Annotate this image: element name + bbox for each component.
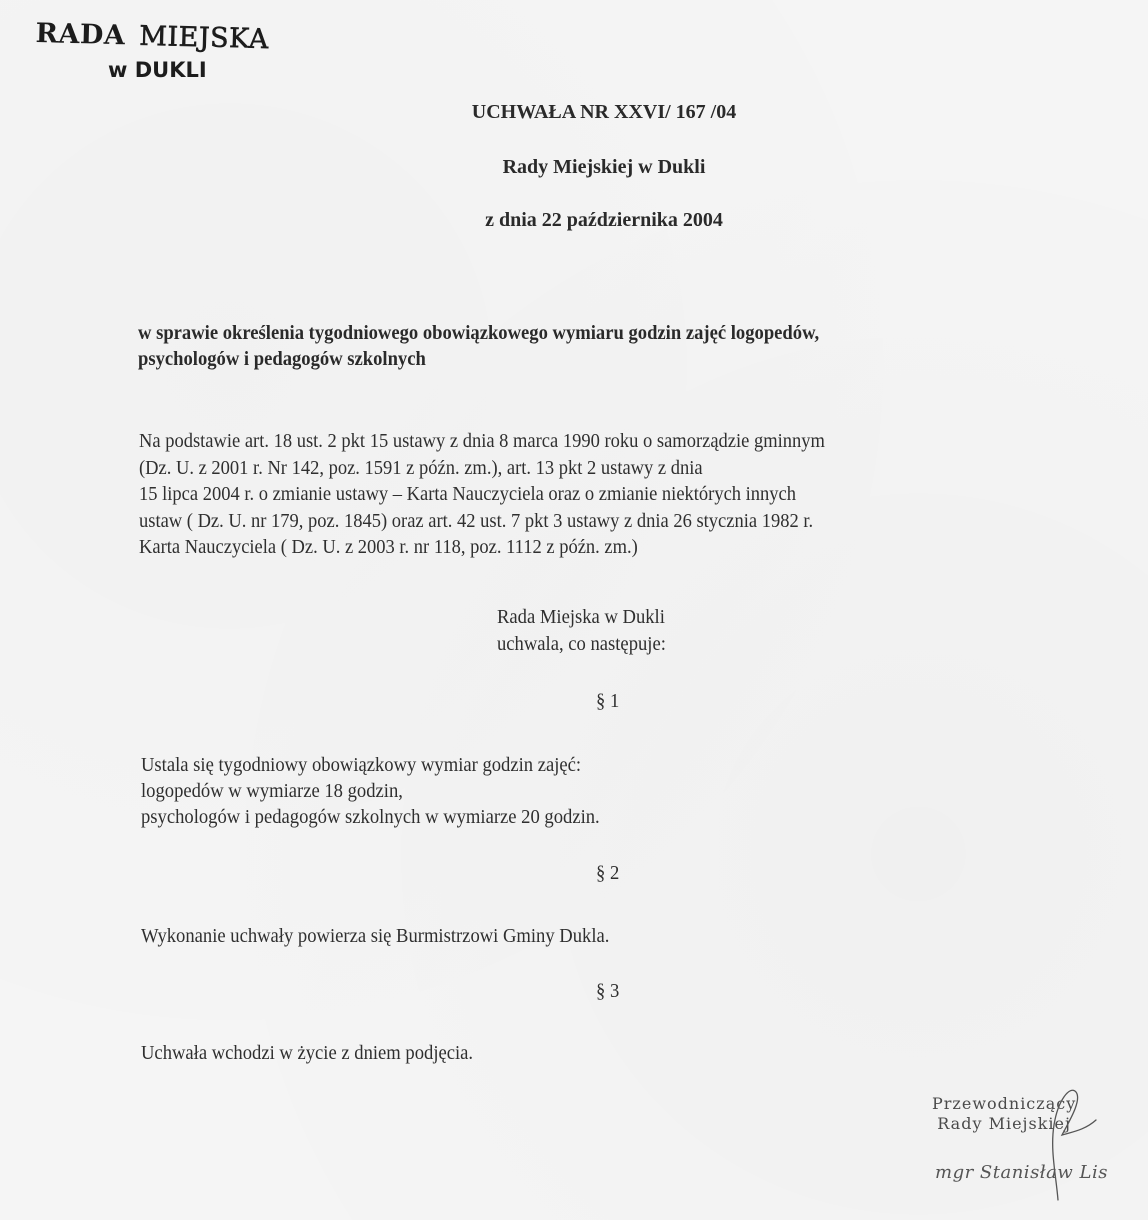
section-3-heading: § 3 <box>596 980 620 1002</box>
stamp-word-miejska: MIEJSKA <box>138 20 270 56</box>
signatory-role-line: Przewodniczący <box>932 1094 1077 1113</box>
resolution-subject <box>138 320 819 372</box>
resolution-intro <box>497 604 666 658</box>
legal-basis-paragraph <box>139 428 825 561</box>
intro-line: Rada Miejska w Dukli <box>497 606 665 628</box>
section-1-body <box>141 752 600 830</box>
section-2-body <box>141 923 609 949</box>
council-stamp-line2: w DUKLI <box>108 58 207 82</box>
legal-basis-line: ustaw ( Dz. U. nr 179, poz. 1845) oraz art. 42 ust. 7 pkt 3 ustawy z dnia 26 stycznia 1982 r. <box>139 509 814 532</box>
subject-line: w sprawie określenia tygodniowego obowiązkowego wymiaru godzin zajęć logopedów, <box>138 322 820 344</box>
legal-basis-line: Karta Nauczyciela ( Dz. U. z 2003 r. nr 118, poz. 1112 z późn. zm.) <box>139 536 638 558</box>
legal-basis-line: 15 lipca 2004 r. o zmianie ustawy – Karta Nauczyciela oraz o zmianie niektórych innych <box>139 483 797 505</box>
section-2-heading: § 2 <box>596 862 620 884</box>
section-1-heading: § 1 <box>596 690 620 712</box>
resolution-issuer: Rady Miejskiej w Dukli <box>502 156 706 178</box>
section-3-body <box>141 1040 473 1066</box>
section-line: Ustala się tygodniowy obowiązkowy wymiar godzin zajęć: <box>141 754 582 776</box>
signatory-role-line: Rady Miejskiej <box>937 1114 1071 1133</box>
stamp-word-rada: RADA <box>35 18 126 52</box>
handwritten-signature-icon <box>1010 1080 1120 1210</box>
council-stamp-line1 <box>35 18 269 55</box>
resolution-title: UCHWAŁA NR XXVI/ 167 /04 <box>471 101 737 123</box>
section-line: Uchwała wchodzi w życie z dniem podjęcia. <box>141 1042 474 1064</box>
signatory-name: mgr Stanisław Lis <box>935 1162 1108 1183</box>
resolution-date: z dnia 22 października 2004 <box>485 209 723 231</box>
legal-basis-line: (Dz. U. z 2001 r. Nr 142, poz. 1591 z późn. zm.), art. 13 pkt 2 ustawy z dnia <box>139 456 703 479</box>
subject-line: psychologów i pedagogów szkolnych <box>138 348 426 370</box>
section-line: logopedów w wymiarze 18 godzin, <box>141 780 403 802</box>
section-line: psychologów i pedagogów szkolnych w wymiarze 20 godzin. <box>141 806 600 828</box>
section-line: Wykonanie uchwały powierza się Burmistrzowi Gminy Dukla. <box>141 925 610 947</box>
legal-basis-line: Na podstawie art. 18 ust. 2 pkt 15 ustawy z dnia 8 marca 1990 roku o samorządzie gminnym <box>139 430 825 452</box>
intro-line: uchwala, co następuje: <box>497 633 666 655</box>
